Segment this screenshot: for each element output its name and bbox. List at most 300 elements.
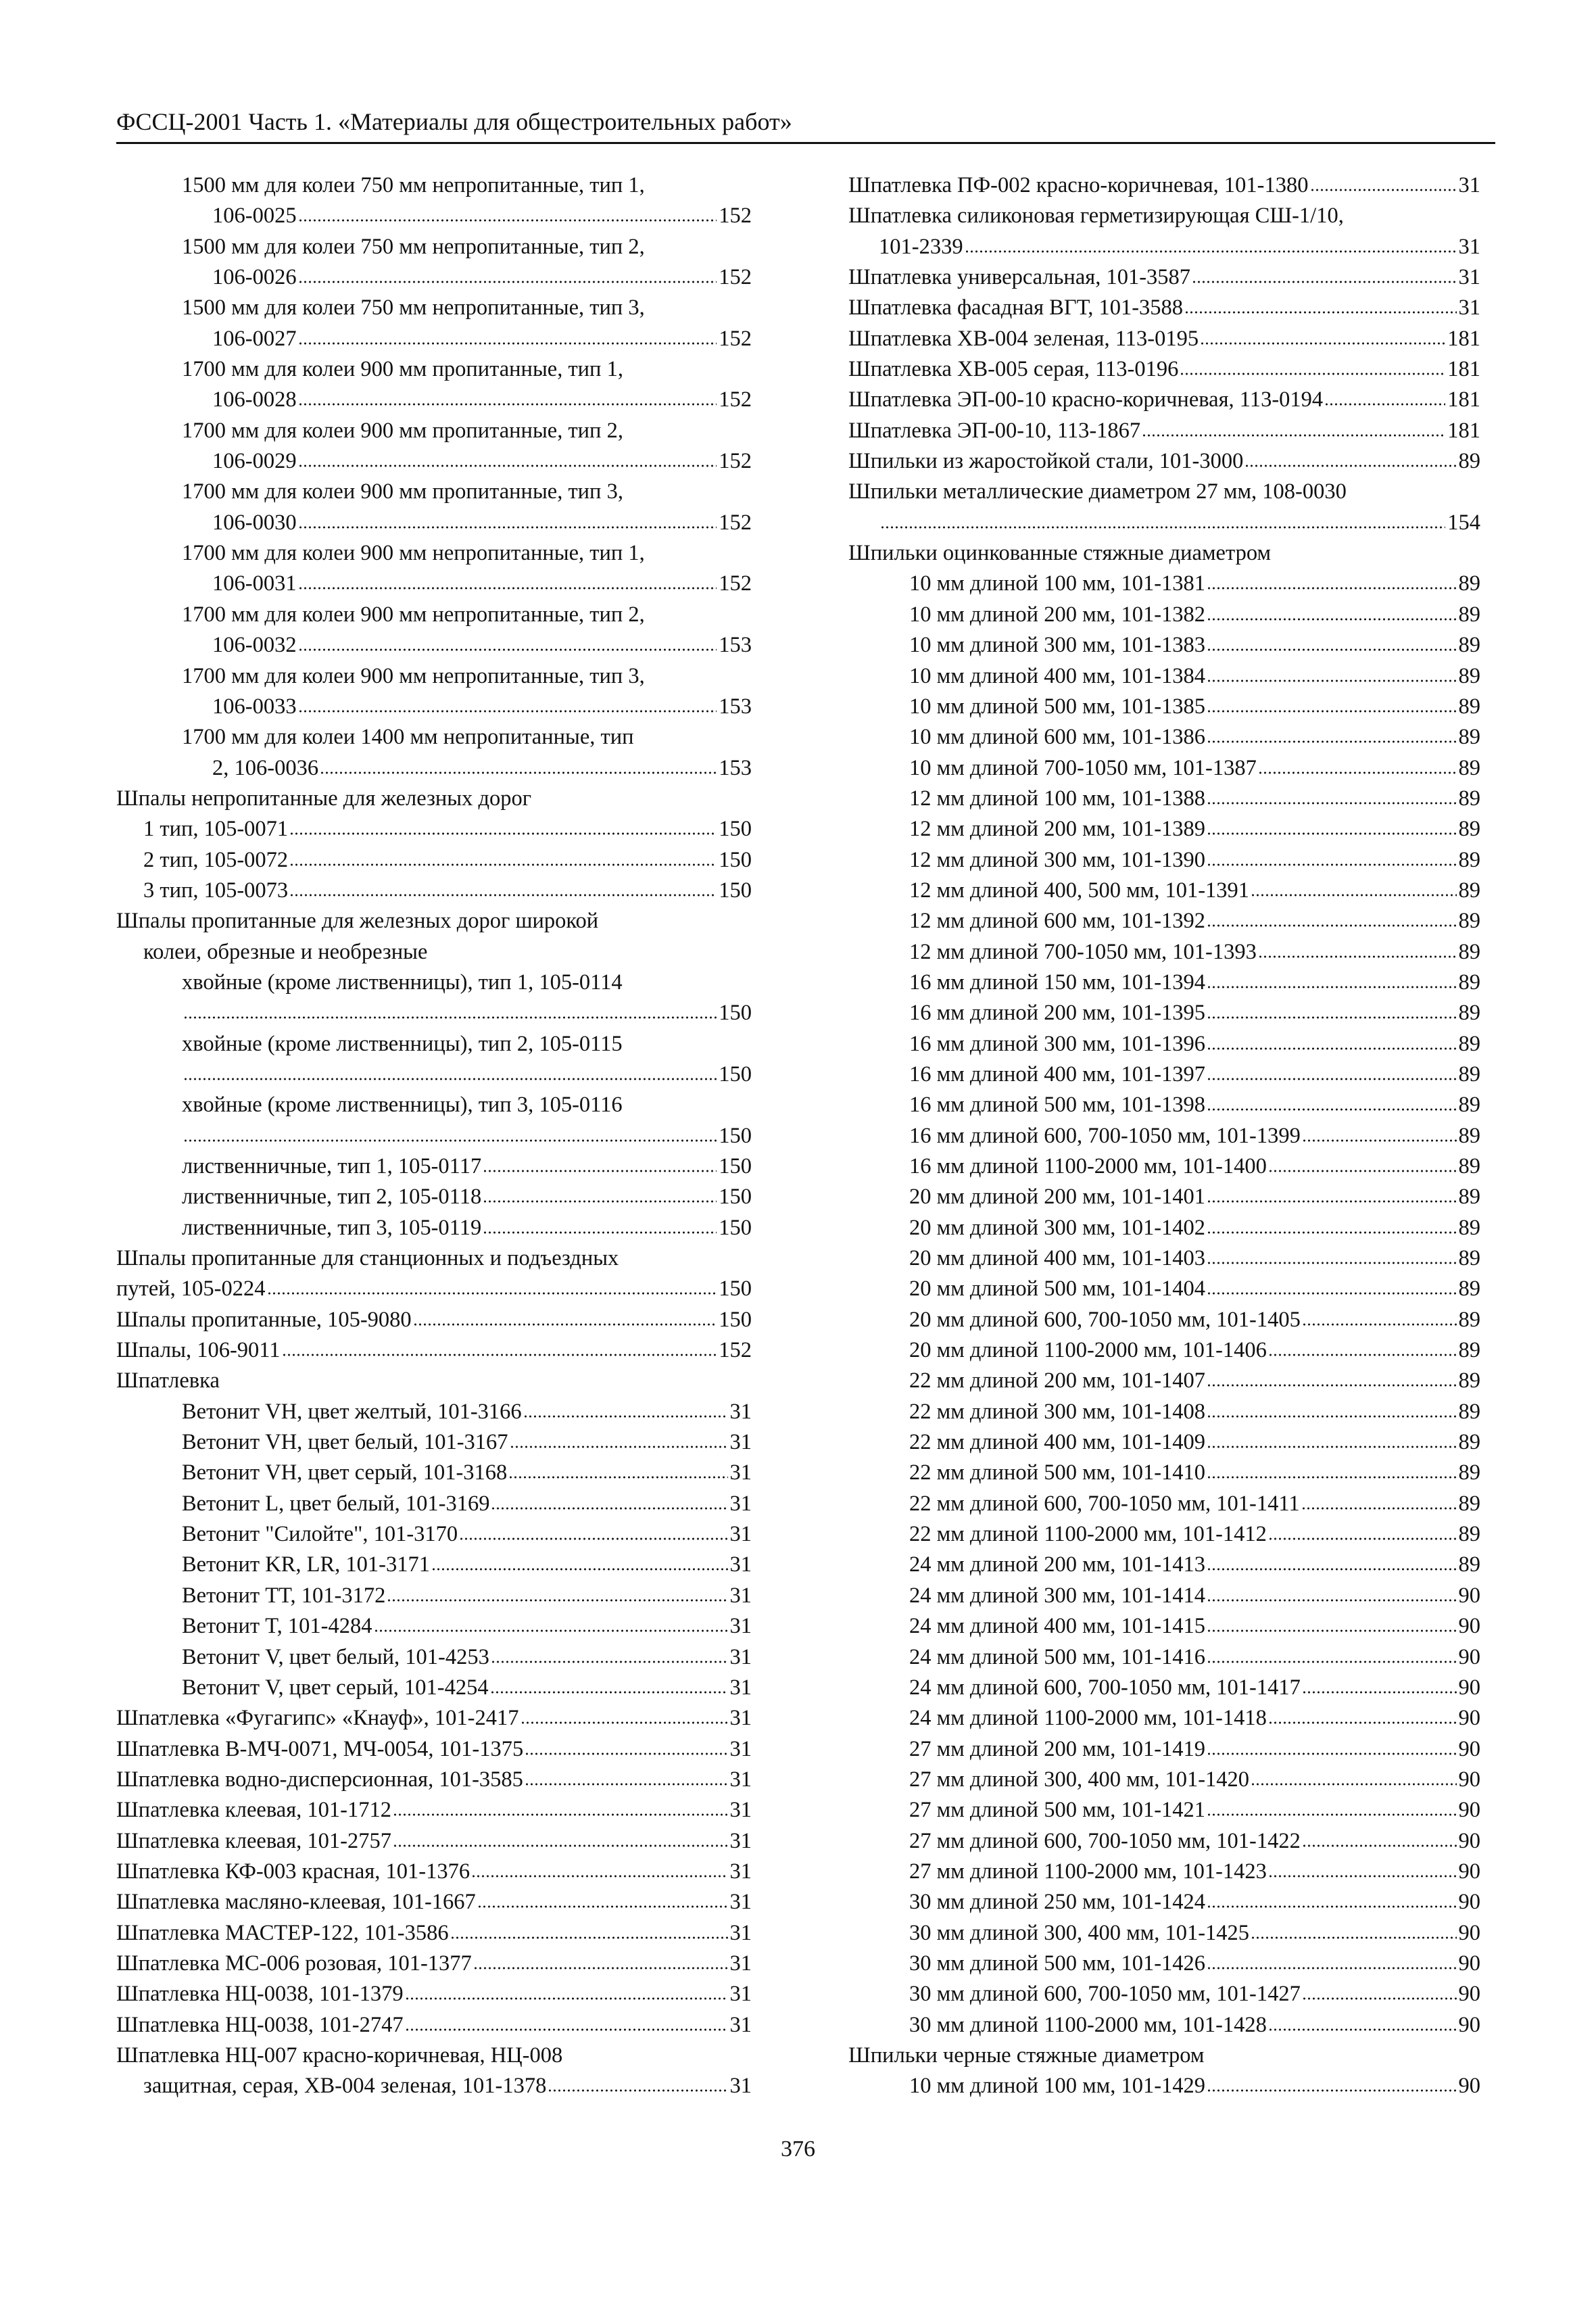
entry-page-number: 89 bbox=[1458, 1399, 1480, 1424]
index-entry bbox=[116, 1397, 752, 1427]
dot-leader bbox=[490, 1690, 728, 1694]
entry-label: Шпатлевка клеевая, 101-1712 bbox=[116, 1798, 391, 1823]
entry-label: 10 мм длиной 300 мм, 101-1383 bbox=[909, 633, 1206, 658]
entry-page-number: 90 bbox=[1458, 1859, 1480, 1884]
index-column-right bbox=[848, 170, 1480, 2102]
entry-page-number: 153 bbox=[719, 633, 752, 658]
entry-label: 2 тип, 105-0072 bbox=[143, 847, 289, 872]
dot-leader bbox=[298, 464, 717, 468]
entry-label: 1500 мм для колеи 750 мм непропитанные, тип 3, bbox=[182, 295, 645, 320]
dot-leader bbox=[1251, 893, 1456, 897]
entry-page-number: 89 bbox=[1458, 786, 1480, 811]
entry-label: Шпильки металлические диаметром 27 мм, 108-0030 bbox=[848, 479, 1347, 504]
index-entry bbox=[848, 1857, 1480, 1887]
entry-page-number: 31 bbox=[729, 1644, 752, 1669]
entry-label: 20 мм длиной 600, 700-1050 мм, 101-1405 bbox=[909, 1307, 1301, 1332]
entry-label: Шпатлевка ЭП-00-10, 113-1867 bbox=[848, 418, 1141, 443]
index-entry bbox=[116, 1305, 752, 1335]
entry-label: 16 мм длиной 150 мм, 101-1394 bbox=[909, 970, 1206, 995]
dot-leader bbox=[393, 1844, 728, 1848]
index-entry bbox=[848, 1366, 1480, 1396]
entry-label: Шпатлевка силиконовая герметизирующая СШ-1/10, bbox=[848, 204, 1344, 229]
entry-page-number: 181 bbox=[1447, 418, 1480, 443]
index-entry bbox=[848, 630, 1480, 661]
index-entry bbox=[848, 1734, 1480, 1765]
entry-label: 10 мм длиной 600 мм, 101-1386 bbox=[909, 725, 1206, 750]
index-entry bbox=[848, 1611, 1480, 1642]
entry-label: Ветонит VH, цвет серый, 101-3168 bbox=[182, 1460, 508, 1485]
entry-page-number: 31 bbox=[729, 1399, 752, 1424]
index-entry bbox=[848, 232, 1480, 262]
entry-label: 30 мм длиной 250 мм, 101-1424 bbox=[909, 1890, 1206, 1915]
index-entry bbox=[848, 385, 1480, 415]
entry-label: лиственничные, тип 3, 105-0119 bbox=[182, 1215, 482, 1240]
entry-label: 106-0030 bbox=[212, 510, 297, 535]
dot-leader bbox=[183, 1077, 717, 1081]
dot-leader bbox=[1207, 1261, 1456, 1265]
index-entry bbox=[116, 508, 752, 538]
entry-label: 106-0029 bbox=[212, 449, 297, 474]
index-entry bbox=[116, 1335, 752, 1366]
index-entry bbox=[116, 600, 752, 630]
entry-label: 16 мм длиной 1100-2000 мм, 101-1400 bbox=[909, 1154, 1267, 1178]
running-header: ФССЦ-2001 Часть 1. «Материалы для общестроительных работ» bbox=[116, 105, 1495, 144]
index-entry bbox=[116, 1059, 752, 1090]
dot-leader bbox=[1207, 985, 1456, 989]
dot-leader bbox=[405, 2028, 728, 2032]
entry-label: 22 мм длиной 400 мм, 101-1409 bbox=[909, 1430, 1206, 1455]
index-entry bbox=[116, 1489, 752, 1519]
index-entry bbox=[116, 1458, 752, 1488]
index-entry bbox=[116, 538, 752, 569]
dot-leader bbox=[483, 1169, 717, 1173]
entry-page-number: 31 bbox=[729, 2012, 752, 2037]
entry-label: Шпатлевка ЭП-00-10 красно-коричневая, 113-0194 bbox=[848, 387, 1324, 412]
dot-leader bbox=[965, 249, 1457, 254]
index-entry bbox=[848, 538, 1480, 569]
dot-leader bbox=[298, 402, 717, 406]
entry-page-number: 90 bbox=[1458, 2012, 1480, 2037]
dot-leader bbox=[483, 1231, 717, 1235]
entry-label: 12 мм длиной 600 мм, 101-1392 bbox=[909, 909, 1206, 934]
entry-page-number: 31 bbox=[1458, 234, 1480, 259]
index-entry bbox=[848, 569, 1480, 599]
entry-label: 10 мм длиной 200 мм, 101-1382 bbox=[909, 602, 1206, 627]
dot-leader bbox=[1207, 1107, 1456, 1112]
entry-label: лиственничные, тип 1, 105-0117 bbox=[182, 1154, 482, 1178]
entry-label: 12 мм длиной 400, 500 мм, 101-1391 bbox=[909, 878, 1250, 903]
dot-leader bbox=[1207, 1660, 1456, 1664]
entry-label: Шпатлевка универсальная, 101-3587 bbox=[848, 265, 1191, 290]
dot-leader bbox=[405, 1997, 728, 2001]
index-entry bbox=[848, 600, 1480, 630]
index-entry bbox=[848, 201, 1480, 231]
index-entry bbox=[116, 569, 752, 599]
entry-label: 24 мм длиной 1100-2000 мм, 101-1418 bbox=[909, 1706, 1267, 1731]
index-entry bbox=[116, 845, 752, 876]
entry-label: 106-0026 bbox=[212, 265, 297, 290]
index-entry bbox=[848, 1090, 1480, 1120]
entry-page-number: 90 bbox=[1458, 1798, 1480, 1823]
dot-leader bbox=[1244, 464, 1456, 468]
index-entry bbox=[116, 2071, 752, 2101]
entry-label: 27 мм длиной 500 мм, 101-1421 bbox=[909, 1798, 1206, 1823]
entry-page-number: 89 bbox=[1458, 1276, 1480, 1302]
entry-page-number: 31 bbox=[729, 1614, 752, 1639]
entry-page-number: 31 bbox=[729, 1491, 752, 1516]
index-entry bbox=[848, 1918, 1480, 1949]
dot-leader bbox=[477, 1905, 728, 1909]
index-entry bbox=[848, 2010, 1480, 2040]
entry-page-number: 89 bbox=[1458, 1001, 1480, 1026]
entry-label: хвойные (кроме лиственницы), тип 3, 105-0116 bbox=[182, 1093, 623, 1118]
entry-page-number: 153 bbox=[719, 694, 752, 719]
entry-label: 22 мм длиной 600, 700-1050 мм, 101-1411 bbox=[909, 1491, 1300, 1516]
entry-label: 16 мм длиной 200 мм, 101-1395 bbox=[909, 1001, 1206, 1026]
entry-page-number: 150 bbox=[719, 1061, 752, 1087]
entry-label: 1 тип, 105-0071 bbox=[143, 817, 289, 842]
dot-leader bbox=[1207, 1475, 1456, 1479]
entry-label: Ветонит "Силойте", 101-3170 bbox=[182, 1522, 458, 1547]
dot-leader bbox=[1192, 280, 1456, 284]
dot-leader bbox=[1142, 433, 1445, 437]
dot-leader bbox=[1324, 402, 1445, 406]
entry-label: Ветонит L, цвет белый, 101-3169 bbox=[182, 1491, 490, 1516]
entry-label: Шпатлевка НЦ-007 красно-коричневая, НЦ-008 bbox=[116, 2043, 563, 2068]
index-entry bbox=[116, 876, 752, 906]
entry-label: 12 мм длиной 300 мм, 101-1390 bbox=[909, 847, 1206, 872]
dot-leader bbox=[1207, 924, 1456, 928]
index-entry bbox=[116, 232, 752, 262]
dot-leader bbox=[1180, 372, 1445, 376]
index-entry bbox=[116, 1673, 752, 1703]
entry-label: 20 мм длиной 400 мм, 101-1403 bbox=[909, 1246, 1206, 1271]
index-entry bbox=[848, 262, 1480, 293]
entry-label: 16 мм длиной 400 мм, 101-1397 bbox=[909, 1061, 1206, 1087]
dot-leader bbox=[267, 1291, 717, 1295]
index-entry bbox=[116, 1887, 752, 1917]
dot-leader bbox=[1302, 1139, 1457, 1143]
entry-page-number: 31 bbox=[729, 1890, 752, 1915]
index-entry bbox=[848, 293, 1480, 323]
dot-leader bbox=[1302, 1997, 1457, 2001]
index-entry bbox=[116, 1734, 752, 1765]
index-entry bbox=[848, 324, 1480, 354]
entry-page-number: 181 bbox=[1447, 357, 1480, 382]
entry-page-number: 89 bbox=[1458, 1307, 1480, 1332]
entry-page-number: 89 bbox=[1458, 1552, 1480, 1577]
index-entry bbox=[848, 1703, 1480, 1734]
entry-page-number: 31 bbox=[729, 1675, 752, 1700]
dot-leader bbox=[1302, 1322, 1457, 1327]
entry-label: 12 мм длиной 100 мм, 101-1388 bbox=[909, 786, 1206, 811]
entry-page-number: 150 bbox=[719, 1123, 752, 1148]
index-entry bbox=[116, 1182, 752, 1212]
dot-leader bbox=[473, 1966, 728, 1970]
dot-leader bbox=[298, 280, 717, 284]
entry-page-number: 152 bbox=[719, 571, 752, 596]
entry-page-number: 150 bbox=[719, 1185, 752, 1210]
index-entry bbox=[116, 1949, 752, 1979]
dot-leader bbox=[1310, 188, 1457, 192]
dot-leader bbox=[1207, 1383, 1456, 1387]
index-entry bbox=[116, 784, 752, 814]
entry-page-number: 152 bbox=[719, 387, 752, 412]
entry-label: Ветонит VH, цвет желтый, 101-3166 bbox=[182, 1399, 522, 1424]
index-entry bbox=[116, 1090, 752, 1120]
entry-label: 22 мм длиной 200 мм, 101-1407 bbox=[909, 1368, 1206, 1393]
entry-label: Шпатлевка ХВ-004 зеленая, 113-0195 bbox=[848, 326, 1199, 351]
index-entry bbox=[116, 170, 752, 201]
entry-label: 24 мм длиной 400 мм, 101-1415 bbox=[909, 1614, 1206, 1639]
entry-page-number: 150 bbox=[719, 1307, 752, 1332]
entry-page-number: 31 bbox=[729, 1920, 752, 1945]
index-entry bbox=[848, 508, 1480, 538]
entry-label: 1700 мм для колеи 900 мм пропитанные, тип 3, bbox=[182, 479, 623, 504]
entry-page-number: 31 bbox=[729, 1522, 752, 1547]
dot-leader bbox=[289, 893, 717, 897]
entry-label: 20 мм длиной 200 мм, 101-1401 bbox=[909, 1185, 1206, 1210]
dot-leader bbox=[1251, 1936, 1456, 1940]
entry-label: хвойные (кроме лиственницы), тип 1, 105-0114 bbox=[182, 970, 623, 995]
index-entry bbox=[848, 1795, 1480, 1825]
entry-label: 1700 мм для колеи 900 мм непропитанные, тип 1, bbox=[182, 541, 645, 566]
entry-label: 1500 мм для колеи 750 мм непропитанные, тип 2, bbox=[182, 234, 645, 259]
entry-label: Шпатлевка КФ-003 красная, 101-1376 bbox=[116, 1859, 470, 1884]
index-entry bbox=[848, 2040, 1480, 2071]
entry-label: 22 мм длиной 1100-2000 мм, 101-1412 bbox=[909, 1522, 1267, 1547]
dot-leader bbox=[1207, 1629, 1456, 1633]
entry-page-number: 150 bbox=[719, 1276, 752, 1302]
dot-leader bbox=[298, 341, 717, 345]
entry-label: Ветонит V, цвет белый, 101-4253 bbox=[182, 1644, 489, 1669]
entry-label: Шпатлевка масляно-клеевая, 101-1667 bbox=[116, 1890, 476, 1915]
index-entry bbox=[848, 1059, 1480, 1090]
entry-page-number: 89 bbox=[1458, 939, 1480, 964]
index-entry bbox=[848, 1642, 1480, 1673]
index-entry bbox=[848, 1550, 1480, 1580]
entry-page-number: 152 bbox=[719, 204, 752, 229]
entry-page-number: 31 bbox=[729, 1798, 752, 1823]
dot-leader bbox=[450, 1936, 728, 1940]
entry-label: Шпильки оцинкованные стяжные диаметром bbox=[848, 541, 1272, 566]
entry-page-number: 31 bbox=[729, 1460, 752, 1485]
index-entry bbox=[848, 814, 1480, 844]
entry-label: путей, 105-0224 bbox=[116, 1276, 266, 1302]
index-entry bbox=[848, 968, 1480, 998]
entry-label: 16 мм длиной 500 мм, 101-1398 bbox=[909, 1093, 1206, 1118]
index-entry bbox=[848, 1949, 1480, 1979]
entry-page-number: 31 bbox=[729, 2074, 752, 2099]
dot-leader bbox=[282, 1353, 717, 1357]
dot-leader bbox=[1207, 863, 1456, 867]
entry-page-number: 152 bbox=[719, 449, 752, 474]
entry-page-number: 90 bbox=[1458, 1706, 1480, 1731]
index-entry bbox=[848, 1243, 1480, 1274]
index-entry bbox=[116, 1519, 752, 1550]
entry-page-number: 89 bbox=[1458, 1031, 1480, 1056]
entry-page-number: 31 bbox=[1458, 173, 1480, 197]
entry-label: 30 мм длиной 1100-2000 мм, 101-1428 bbox=[909, 2012, 1267, 2037]
entry-page-number: 31 bbox=[729, 1767, 752, 1792]
dot-leader bbox=[1258, 771, 1457, 775]
entry-page-number: 150 bbox=[719, 847, 752, 872]
index-entry bbox=[116, 1366, 752, 1396]
index-entry bbox=[116, 1642, 752, 1673]
entry-page-number: 89 bbox=[1458, 633, 1480, 658]
entry-page-number: 89 bbox=[1458, 571, 1480, 596]
entry-label: Шпильки черные стяжные диаметром bbox=[848, 2043, 1205, 2068]
entry-page-number: 89 bbox=[1458, 1215, 1480, 1240]
dot-leader bbox=[1258, 955, 1457, 959]
entry-label: 16 мм длиной 300 мм, 101-1396 bbox=[909, 1031, 1206, 1056]
entry-page-number: 31 bbox=[729, 1828, 752, 1853]
dot-leader bbox=[1268, 1169, 1457, 1173]
entry-label: Ветонит VH, цвет белый, 101-3167 bbox=[182, 1430, 508, 1455]
entry-label: 30 мм длиной 500 мм, 101-1426 bbox=[909, 1951, 1206, 1976]
index-entry bbox=[116, 906, 752, 936]
index-entry bbox=[848, 1151, 1480, 1182]
entry-label: колеи, обрезные и необрезные bbox=[143, 939, 428, 964]
entry-label: 106-0025 bbox=[212, 204, 297, 229]
index-entry bbox=[116, 1611, 752, 1642]
entry-page-number: 31 bbox=[1458, 295, 1480, 320]
index-entry bbox=[116, 1213, 752, 1243]
index-entry bbox=[116, 262, 752, 293]
entry-page-number: 89 bbox=[1458, 1093, 1480, 1118]
entry-page-number: 90 bbox=[1458, 1736, 1480, 1761]
entry-label: Шпатлевка фасадная ВГТ, 101-3588 bbox=[848, 295, 1184, 320]
dot-leader bbox=[491, 1506, 727, 1510]
entry-page-number: 90 bbox=[1458, 1675, 1480, 1700]
entry-page-number: 31 bbox=[729, 1859, 752, 1884]
entry-label: 106-0032 bbox=[212, 633, 297, 658]
index-entry bbox=[116, 2010, 752, 2040]
dot-leader bbox=[1184, 310, 1456, 314]
entry-label: Шпильки из жаростойкой стали, 101-3000 bbox=[848, 449, 1244, 474]
index-entry bbox=[848, 1887, 1480, 1917]
dot-leader bbox=[1268, 2028, 1457, 2032]
index-entry bbox=[116, 1550, 752, 1580]
entry-label: 101-2339 bbox=[879, 234, 963, 259]
dot-leader bbox=[491, 1660, 728, 1664]
dot-leader bbox=[320, 771, 717, 775]
dot-leader bbox=[387, 1598, 727, 1602]
entry-label: 30 мм длиной 600, 700-1050 мм, 101-1427 bbox=[909, 1982, 1301, 2007]
index-entry bbox=[848, 906, 1480, 936]
dot-leader bbox=[1268, 1537, 1457, 1541]
index-entry bbox=[848, 1427, 1480, 1458]
entry-page-number: 90 bbox=[1458, 1951, 1480, 1976]
entry-label: Шпатлевка В-МЧ-0071, МЧ-0054, 101-1375 bbox=[116, 1736, 524, 1761]
entry-page-number: 31 bbox=[729, 1951, 752, 1976]
entry-label: 1700 мм для колеи 900 мм пропитанные, тип 2, bbox=[182, 418, 623, 443]
entry-label: Ветонит V, цвет серый, 101-4254 bbox=[182, 1675, 489, 1700]
dot-leader bbox=[1207, 1016, 1456, 1020]
entry-page-number: 89 bbox=[1458, 1460, 1480, 1485]
dot-leader bbox=[183, 1016, 717, 1020]
entry-label: 2, 106-0036 bbox=[212, 755, 319, 780]
entry-label: 1700 мм для колеи 900 мм пропитанные, тип 1, bbox=[182, 357, 623, 382]
dot-leader bbox=[1200, 341, 1445, 345]
index-entry bbox=[116, 201, 752, 231]
entry-label: Шпатлевка водно-дисперсионная, 101-3585 bbox=[116, 1767, 523, 1792]
dot-leader bbox=[289, 832, 717, 836]
dot-leader bbox=[1207, 1414, 1456, 1418]
index-entry bbox=[848, 845, 1480, 876]
entry-label: 22 мм длиной 500 мм, 101-1410 bbox=[909, 1460, 1206, 1485]
dot-leader bbox=[1207, 679, 1456, 683]
entry-page-number: 31 bbox=[729, 1430, 752, 1455]
entry-page-number: 89 bbox=[1458, 970, 1480, 995]
dot-leader bbox=[1207, 801, 1456, 805]
dot-leader bbox=[1268, 1353, 1457, 1357]
index-entry bbox=[116, 692, 752, 722]
dot-leader bbox=[1207, 1077, 1456, 1081]
index-entry bbox=[116, 477, 752, 507]
dot-leader bbox=[521, 1721, 728, 1725]
index-entry bbox=[116, 416, 752, 446]
index-entry bbox=[848, 1826, 1480, 1857]
index-entry bbox=[848, 477, 1480, 507]
dot-leader bbox=[1207, 586, 1456, 590]
entry-page-number: 89 bbox=[1458, 1368, 1480, 1393]
dot-leader bbox=[1207, 709, 1456, 713]
index-entry bbox=[116, 2040, 752, 2071]
entry-label: 1500 мм для колеи 750 мм непропитанные, тип 1, bbox=[182, 173, 645, 197]
entry-label: хвойные (кроме лиственницы), тип 2, 105-0115 bbox=[182, 1031, 623, 1056]
index-entry bbox=[116, 1274, 752, 1304]
index-entry bbox=[848, 1519, 1480, 1550]
dot-leader bbox=[298, 218, 717, 222]
dot-leader bbox=[471, 1874, 727, 1878]
entry-page-number: 89 bbox=[1458, 1246, 1480, 1271]
index-entry bbox=[116, 1826, 752, 1857]
entry-label: 20 мм длиной 300 мм, 101-1402 bbox=[909, 1215, 1206, 1240]
index-entry bbox=[848, 1121, 1480, 1151]
index-entry bbox=[848, 1673, 1480, 1703]
dot-leader bbox=[289, 863, 717, 867]
entry-label: 20 мм длиной 1100-2000 мм, 101-1406 bbox=[909, 1338, 1267, 1363]
entry-page-number: 90 bbox=[1458, 1982, 1480, 2007]
index-entry bbox=[848, 1397, 1480, 1427]
entry-page-number: 89 bbox=[1458, 1061, 1480, 1087]
entry-label: Ветонит KR, LR, 101-3171 bbox=[182, 1552, 430, 1577]
entry-label: Шпатлевка НЦ-0038, 101-2747 bbox=[116, 2012, 404, 2037]
entry-page-number: 89 bbox=[1458, 694, 1480, 719]
entry-label: 106-0028 bbox=[212, 387, 297, 412]
entry-page-number: 150 bbox=[719, 878, 752, 903]
index-entry bbox=[848, 1489, 1480, 1519]
entry-page-number: 89 bbox=[1458, 1491, 1480, 1516]
entry-page-number: 150 bbox=[719, 817, 752, 842]
dot-leader bbox=[523, 1414, 728, 1418]
entry-label: 27 мм длиной 300, 400 мм, 101-1420 bbox=[909, 1767, 1250, 1792]
entry-page-number: 31 bbox=[1458, 265, 1480, 290]
index-entry bbox=[116, 1918, 752, 1949]
entry-page-number: 90 bbox=[1458, 1614, 1480, 1639]
index-entry bbox=[116, 1795, 752, 1825]
entry-page-number: 150 bbox=[719, 1215, 752, 1240]
entry-page-number: 181 bbox=[1447, 326, 1480, 351]
index-entry bbox=[116, 1029, 752, 1059]
entry-label: 106-0033 bbox=[212, 694, 297, 719]
entry-page-number: 89 bbox=[1458, 1522, 1480, 1547]
entry-page-number: 31 bbox=[729, 1552, 752, 1577]
dot-leader bbox=[1207, 1905, 1456, 1909]
entry-label: Шпатлевка ХВ-005 серая, 113-0196 bbox=[848, 357, 1179, 382]
entry-label: 10 мм длиной 400 мм, 101-1384 bbox=[909, 663, 1206, 688]
